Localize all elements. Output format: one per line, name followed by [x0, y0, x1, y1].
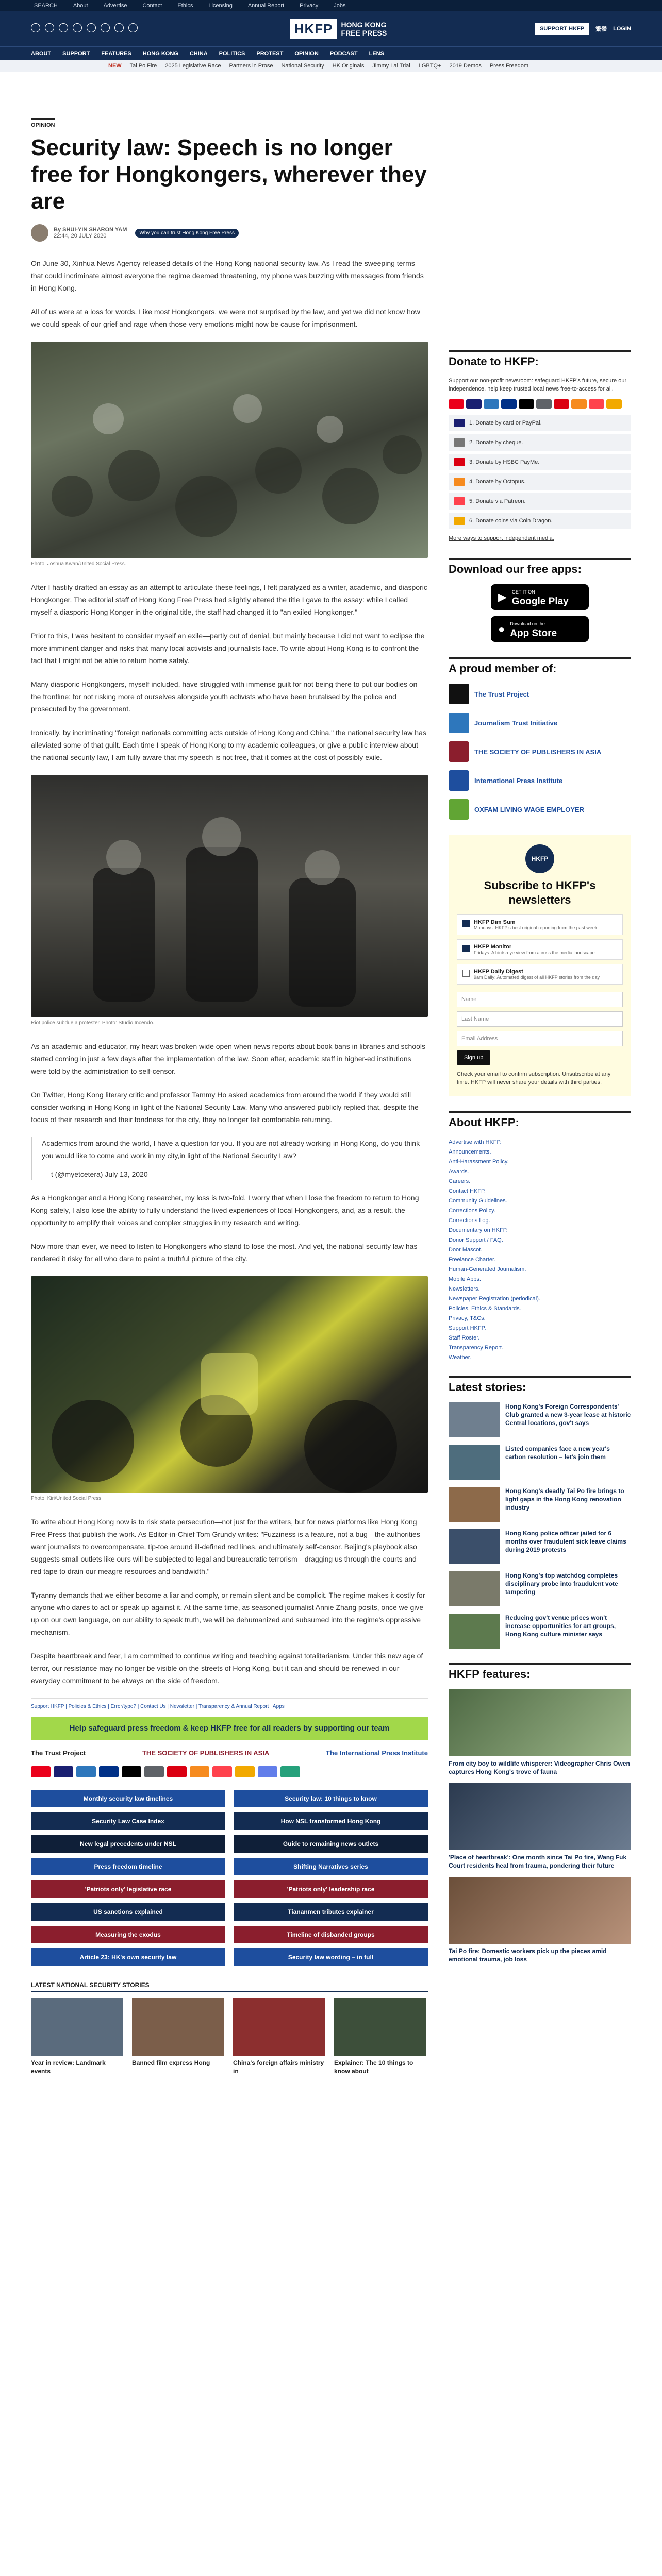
oxfam-logo	[449, 799, 469, 820]
explainer-link[interactable]: Shifting Narratives series	[234, 1858, 428, 1875]
coin-icon	[454, 517, 465, 525]
newsletter-option-text	[474, 944, 596, 955]
trending-link[interactable]: Partners in Prose	[229, 63, 273, 69]
trending-link[interactable]: HK Originals	[332, 63, 365, 69]
tweet-text: Academics from around the world, I have a question for you. If you are not already working in Hong Kong, do you think you would like to come and work in my city,in light of the National Security Law?	[42, 1139, 420, 1160]
top-link[interactable]: Advertise	[103, 3, 127, 9]
paragraph: Despite heartbreak and fear, I am committed to continue writing and teaching against totalitarianism. Under this new age of terror, our resistance may no longer be visible on the streets of Hong Kong, but it can and should be renewed in our everyday commitment to be always on the side of freedom.	[31, 1652, 423, 1685]
name-input[interactable]: Name	[457, 992, 623, 1007]
paragraph: Many diasporic Hongkongers, myself included, have struggled with immense guilt for not being there to put our bodies on the frontline: for not risking more of ourselves alongside youth activists who have been brutalised by the police and prosecuted by the government.	[31, 680, 418, 713]
latest-ns-stories	[31, 1998, 428, 2075]
newsletter-option-title: HKFP Daily Digest	[474, 969, 523, 975]
top-link[interactable]: Jobs	[334, 3, 346, 9]
member-logos	[31, 1749, 428, 1757]
member-label: International Press Institute	[474, 776, 563, 785]
story-card[interactable]	[233, 1998, 325, 2075]
octopus-icon	[454, 478, 465, 486]
paypal-icon[interactable]	[501, 399, 517, 409]
signup-button[interactable]: Sign up	[457, 1050, 490, 1065]
card-icon	[454, 419, 465, 427]
trust-button[interactable]: Why you can trust Hong Kong Free Press	[135, 229, 239, 238]
nav-features[interactable]: FEATURES	[101, 50, 131, 57]
about-link[interactable]: Awards.	[449, 1168, 469, 1175]
feature-title[interactable]: From city boy to wildlife whisperer: Videographer Chris Owen captures Hong Kong's trove of fauna	[449, 1760, 630, 1775]
protest-crowd-photo	[31, 342, 428, 558]
about-link[interactable]: Contact HKFP.	[449, 1188, 486, 1194]
story-thumbnail	[334, 1998, 426, 2056]
story-title[interactable]: Hong Kong's top watchdog completes disciplinary probe into fraudulent vote tampering	[505, 1572, 618, 1596]
night-illustration	[31, 1276, 428, 1493]
google-pay-icon[interactable]	[144, 1766, 164, 1777]
newsletter-option[interactable]	[457, 939, 623, 960]
story-thumbnail	[449, 1445, 500, 1480]
amex-icon[interactable]	[484, 399, 499, 409]
about-link[interactable]: Donor Support / FAQ.	[449, 1237, 503, 1243]
about-link[interactable]: Support HKFP.	[449, 1325, 486, 1331]
explainer-link[interactable]: Timeline of disbanded groups	[234, 1926, 428, 1943]
bluesky-icon[interactable]	[128, 23, 138, 32]
explainer-link[interactable]: Security Law Case Index	[31, 1812, 225, 1830]
linkedin-icon[interactable]	[87, 23, 96, 32]
ipi-logo	[449, 770, 469, 791]
youtube-icon[interactable]	[101, 23, 110, 32]
paragraph: As an academic and educator, my heart was broken wide open when news reports about book bans in libraries and schools started coming in just a few days after the implementation of the law. Soon after, academic staff in higher-ed institutions were told by the administration to self-censor.	[31, 1042, 426, 1075]
about-link[interactable]: Newspaper Registration (periodical).	[449, 1296, 540, 1302]
feature-thumbnail	[449, 1877, 631, 1944]
donate-option-label: 6. Donate coins via Coin Dragon.	[469, 518, 553, 524]
about-link[interactable]: Freelance Charter.	[449, 1257, 496, 1263]
about-link[interactable]: Human-Generated Journalism.	[449, 1266, 526, 1273]
explainer-link[interactable]: Article 23: HK's own security law	[31, 1948, 225, 1966]
threads-icon[interactable]	[73, 23, 82, 32]
google-play-line-2: Google Play	[511, 596, 569, 607]
paragraph: As a Hongkonger and a Hong Kong researcher, my loss is two-fold. I worry that when I lose the freedom to return to Hong Kong safely, I also lose the ability to fully understand the lived experiences of local Hongkongers, and, as a result, the opportunity to amplify their voices and complex struggles in my research and writing.	[31, 1194, 419, 1227]
paragraph: After I hastily drafted an essay as an attempt to articulate these feelings, I felt paralyzed as a writer, academic, and diasporic Hongkonger. The editorial staff of Hong Kong Free Press had slightly altered the title I gave to the essay: while I called myself a diasporic Hong Konger in the original title, the staff had changed it to "an exiled Hongkonger."	[31, 583, 427, 616]
trust-project-logo[interactable]: The Trust Project	[31, 1749, 86, 1757]
latest-ns-title: LATEST NATIONAL SECURITY STORIES	[31, 1981, 428, 1992]
story-thumbnail	[449, 1571, 500, 1606]
newsletter-option[interactable]	[457, 914, 623, 935]
photo-caption: Riot police subdue a protester. Photo: Studio Incendo.	[31, 1020, 155, 1026]
newsletter-title: Subscribe to HKFP's newsletters	[484, 879, 596, 906]
patreon-icon[interactable]	[212, 1766, 232, 1777]
donate-option[interactable]	[449, 434, 631, 451]
donate-option-label: 4. Donate by Octopus.	[469, 479, 526, 485]
amex-icon[interactable]	[76, 1766, 96, 1777]
newsletter-option-title: HKFP Dim Sum	[474, 919, 516, 925]
explainer-link[interactable]: How NSL transformed Hong Kong	[234, 1812, 428, 1830]
riot-police-photo	[31, 775, 428, 1017]
explainer-link[interactable]: Measuring the exodus	[31, 1926, 225, 1943]
about-link[interactable]: Anti-Harassment Policy.	[449, 1159, 509, 1165]
feature-title[interactable]: Tai Po fire: Domestic workers pick up the pieces amid emotional trauma, job loss	[449, 1947, 607, 1963]
tweet-attribution[interactable]: — t (@myetcetera) July 13, 2020	[42, 1170, 148, 1178]
logo-line-1: HONG KONG	[341, 21, 387, 29]
paragraph: On June 30, Xinhua News Agency released details of the Hong Kong national security law. As I read the sweeping terms that could incriminate almost everyone the regime deemed threatening, my phone was buzzing with messages from friends in Hong Kong.	[31, 259, 424, 292]
donate-option[interactable]	[449, 513, 631, 529]
payme-icon[interactable]	[167, 1766, 187, 1777]
latest-story[interactable]	[449, 1571, 631, 1606]
patreon-icon[interactable]	[589, 399, 604, 409]
story-thumbnail	[449, 1402, 500, 1437]
telegram-icon[interactable]	[114, 23, 124, 32]
paragraph: Now more than ever, we need to listen to Hongkongers who stand to lose the most. And yet, the national security law has rendered it risky for all who dare to paint a truthful picture of the city.	[31, 1242, 418, 1263]
newsletter-option-text	[474, 919, 599, 930]
article-title: Security law: Speech is no longer free for Hongkongers, wherever they are	[31, 135, 427, 214]
newsletter-option-desc: 9am Daily: Automated digest of all HKFP stories from the day.	[474, 975, 601, 980]
new-badge: NEW	[108, 63, 122, 69]
nav-support[interactable]: SUPPORT	[62, 50, 90, 57]
trending-link[interactable]: Tai Po Fire	[129, 63, 157, 69]
paypal-icon[interactable]	[99, 1766, 119, 1777]
last-name-input[interactable]: Last Name	[457, 1011, 623, 1027]
story-title[interactable]: Reducing gov't venue prices won't increase opportunities for art groups, Hong Kong culture minister says	[505, 1614, 616, 1638]
octopus-icon[interactable]	[571, 399, 587, 409]
search-link[interactable]: SEARCH	[34, 3, 58, 9]
checkbox-unchecked[interactable]	[462, 970, 470, 977]
about-link[interactable]: Documentary on HKFP.	[449, 1227, 508, 1233]
story-thumbnail	[449, 1614, 500, 1649]
visa-icon[interactable]	[466, 399, 482, 409]
story-title[interactable]: Hong Kong police officer jailed for 6 months over fraudulent sick leave claims during 2019 protests	[505, 1530, 626, 1553]
top-link[interactable]: Contact	[142, 3, 162, 9]
trending-link[interactable]: National Security	[281, 63, 324, 69]
explainer-link[interactable]: Guide to remaining news outlets	[234, 1835, 428, 1853]
explainer-link[interactable]: Security law wording – in full	[234, 1948, 428, 1966]
mastercard-icon[interactable]	[449, 399, 464, 409]
trending-link[interactable]: Jimmy Lai Trial	[372, 63, 410, 69]
member-oxfam[interactable]	[449, 799, 631, 820]
article-kicker[interactable]: OPINION	[31, 118, 55, 128]
social-icons	[31, 23, 142, 35]
google-play-text	[512, 587, 569, 607]
donate-option[interactable]	[449, 415, 631, 431]
x-icon[interactable]	[45, 23, 54, 32]
member-label: The Trust Project	[474, 690, 529, 698]
jti-logo	[449, 713, 469, 733]
header-actions	[535, 23, 631, 35]
sopa-logo[interactable]: THE SOCIETY OF PUBLISHERS IN ASIA	[142, 1749, 270, 1757]
photo-caption: Photo: Kiri/United Social Press.	[31, 1496, 103, 1501]
explainer-link[interactable]: US sanctions explained	[31, 1903, 225, 1921]
logo-text	[341, 21, 387, 37]
newsletter-option-desc: Fridays: A birds-eye view from across the media landscape.	[474, 950, 597, 955]
sidebar	[449, 350, 631, 1971]
story-thumbnail	[233, 1998, 325, 2056]
top-link[interactable]: Ethics	[177, 3, 193, 9]
site-header	[0, 11, 662, 46]
top-link[interactable]: Licensing	[208, 3, 233, 9]
explainer-grid	[31, 1790, 428, 1966]
about-link[interactable]: Advertise with HKFP.	[449, 1139, 502, 1145]
mastercard-icon[interactable]	[31, 1766, 51, 1777]
about-links	[449, 1138, 631, 1363]
google-pay-icon[interactable]	[536, 399, 552, 409]
cheque-icon	[454, 438, 465, 447]
article	[31, 118, 428, 2075]
story-title[interactable]: Explainer: The 10 things to know about	[334, 2059, 413, 2075]
explainer-link[interactable]: 'Patriots only' leadership race	[234, 1880, 428, 1898]
about-link[interactable]: Newsletters.	[449, 1286, 480, 1292]
latest-story[interactable]	[449, 1402, 631, 1437]
about-link[interactable]: Mobile Apps.	[449, 1276, 481, 1282]
riot-illustration	[31, 775, 428, 1017]
feature-title[interactable]: 'Place of heartbreak': One month since Tai Po fire, Wang Fuk Court residents heal from trauma, pondering their future	[449, 1854, 627, 1869]
features-title: HKFP features:	[449, 1663, 631, 1681]
top-strip	[0, 0, 662, 11]
language-toggle[interactable]: 繁體	[595, 26, 607, 32]
payment-logos	[31, 1766, 428, 1777]
payme-icon[interactable]	[554, 399, 569, 409]
story-title[interactable]: Banned film express Hong	[132, 2059, 210, 2066]
newsletter-option[interactable]	[457, 964, 623, 985]
trending-link[interactable]: LGBTQ+	[418, 63, 441, 69]
byline	[31, 224, 428, 242]
story-card[interactable]	[132, 1998, 224, 2075]
about-link[interactable]: Corrections Policy.	[449, 1208, 495, 1214]
apple-icon: ●	[498, 622, 505, 635]
member-title: A proud member of:	[449, 657, 631, 675]
about-link[interactable]: Careers.	[449, 1178, 471, 1184]
site-logo[interactable]	[290, 19, 387, 39]
member-label: THE SOCIETY OF PUBLISHERS IN ASIA	[474, 748, 602, 756]
member-sopa[interactable]	[449, 741, 631, 762]
explainer-link[interactable]: Security law: 10 things to know	[234, 1790, 428, 1807]
app-store-text	[510, 619, 557, 639]
newsletter-option-title: HKFP Monitor	[474, 944, 512, 950]
about-link[interactable]: Corrections Log.	[449, 1217, 490, 1224]
ethereum-icon[interactable]	[258, 1766, 277, 1777]
latest-story[interactable]	[449, 1445, 631, 1480]
octopus-icon[interactable]	[190, 1766, 209, 1777]
member-jti[interactable]	[449, 713, 631, 733]
explainer-link[interactable]: Tiananmen tributes explainer	[234, 1903, 428, 1921]
explainer-link[interactable]: Monthly security law timelines	[31, 1790, 225, 1807]
paragraph: Ironically, by incriminating "foreign nationals committing acts outside of Hong Kong and China," the national security law has alleviated some of that guilt. Each time I speak of Hong Kong to my academic colleagues, or give a public interview about the national security law, I am fully aware that my speech is not free, that it comes at the cost of possibly exile.	[31, 728, 426, 761]
checkbox-checked[interactable]	[462, 920, 470, 927]
trending-bar	[0, 60, 662, 72]
donate-option[interactable]	[449, 473, 631, 490]
protest-night-photo	[31, 1276, 428, 1493]
apps-title: Download our free apps:	[449, 558, 631, 576]
payme-icon	[454, 458, 465, 466]
google-play-line-1: GET IT ON	[511, 589, 535, 595]
nav-hong-kong[interactable]: HONG KONG	[142, 50, 178, 57]
donate-option[interactable]	[449, 454, 631, 470]
about-link[interactable]: Weather.	[449, 1354, 471, 1361]
nav-about[interactable]: ABOUT	[31, 50, 52, 57]
about-link[interactable]: Staff Roster.	[449, 1335, 480, 1341]
about-link[interactable]: Door Mascot.	[449, 1247, 483, 1253]
feature-card[interactable]	[449, 1877, 631, 1963]
paragraph: On Twitter, Hong Kong literary critic and professor Tammy Ho asked academics from around the world if they would still consider working in Hong Kong in light of the National Security Law. Many who answered publicly replied that, despite the focus of their research and their fondness for the city, they no longer felt comfortable returning.	[31, 1091, 419, 1124]
sopa-logo	[449, 741, 469, 762]
newsletter-box	[449, 835, 631, 1096]
login-link[interactable]: LOGIN	[613, 26, 631, 32]
explainer-link[interactable]: 'Patriots only' legislative race	[31, 1880, 225, 1898]
paragraph: Prior to this, I was hesitant to consider myself an exile—partly out of denial, but mainly because I did not want to eclipse the more imminent danger and risks that many local activists and journalists face. To write about Hong Kong is to confront the fact that I might not be able to return home safely.	[31, 632, 425, 665]
nav-podcast[interactable]: PODCAST	[329, 50, 358, 57]
feature-card[interactable]	[449, 1689, 631, 1776]
story-card[interactable]	[31, 1998, 123, 2075]
donate-text: Support our non-profit newsroom: safeguard HKFP's future, secure our independence, help keep trusted local news free-to-access for all.	[449, 378, 627, 392]
support-cta-banner[interactable]: Help safeguard press freedom & keep HKFP free for all readers by supporting our team	[31, 1717, 428, 1740]
member-label: Journalism Trust Initiative	[474, 719, 558, 727]
nav-lens[interactable]: LENS	[369, 50, 384, 57]
patreon-icon	[454, 497, 465, 505]
latest-story[interactable]	[449, 1614, 631, 1649]
top-link[interactable]: Privacy	[300, 3, 319, 9]
trending-link[interactable]: 2025 Legislative Race	[165, 63, 221, 69]
article-footer-links[interactable]: Support HKFP | Policies & Ethics | Error/typo? | Contact Us | Newsletter | Transparency & Annual Report | Apps	[31, 1698, 428, 1709]
donate-title: Donate to HKFP:	[449, 350, 631, 368]
paragraph: Tyranny demands that we either become a liar and comply, or remain silent and be complicit. The regime makes it costly for anyone who dares to act or speak up against it. At the same time, as seasoned journalist Annie Zhang posits, once we give up on our own language, on our ability to speak truth, we will be dehumanized and subsumed into the regime's oppressive mechanism.	[31, 1591, 425, 1636]
checkbox-checked[interactable]	[462, 945, 470, 952]
apple-pay-icon[interactable]	[519, 399, 534, 409]
story-card[interactable]	[334, 1998, 426, 2075]
donate-option-label: 2. Donate by cheque.	[469, 439, 523, 446]
author-avatar	[31, 224, 48, 242]
member-trust-project[interactable]	[449, 684, 631, 704]
email-input[interactable]: Email Address	[457, 1031, 623, 1046]
top-link[interactable]: About	[73, 3, 88, 9]
about-link[interactable]: Policies, Ethics & Standards.	[449, 1306, 521, 1312]
about-link[interactable]: Community Guidelines.	[449, 1198, 507, 1204]
feature-thumbnail	[449, 1783, 631, 1850]
about-link[interactable]: Transparency Report.	[449, 1345, 503, 1351]
google-play-button[interactable]	[491, 584, 589, 610]
author-name[interactable]: By SHUI-YIN SHARON YAM	[54, 227, 127, 233]
play-icon: ▶	[498, 590, 507, 603]
about-link[interactable]: Privacy, T&Cs.	[449, 1315, 486, 1321]
visa-icon[interactable]	[54, 1766, 73, 1777]
donate-option-label: 3. Donate by HSBC PayMe.	[469, 459, 540, 465]
trust-project-logo	[449, 684, 469, 704]
story-title[interactable]: Hong Kong's Foreign Correspondents' Club granted a new 3-year lease at historic Central locations, gov't says	[505, 1403, 631, 1427]
newsletter-option-desc: Mondays: HKFP's best original reporting from the past week.	[474, 925, 599, 930]
main-nav	[0, 46, 662, 60]
newsletter-logo: HKFP	[525, 844, 554, 873]
logo-mark: HKFP	[290, 19, 337, 39]
explainer-link[interactable]: Press freedom timeline	[31, 1858, 225, 1875]
paragraph: To write about Hong Kong now is to risk state persecution—not just for the writers, but for news platforms like Hong Kong Free Press that publish the work. As Editor-in-Chief Tom Grundy writes: "Fuzziness is a feature, not a bug—the authorities want journalists to overcompensate, tip-toe around ill-defined red lines, and ultimately self-censor. Beijing's playbook also suggests small outlets like ours will be subjected to legal and bureaucratic terrorism—dragging us through the courts and red tape to drain our meagre resources and bandwidth."	[31, 1518, 420, 1575]
support-button[interactable]: SUPPORT HKFP	[535, 23, 589, 35]
ipi-logo[interactable]: The International Press Institute	[326, 1749, 428, 1757]
about-title: About HKFP:	[449, 1111, 631, 1129]
donate-option[interactable]	[449, 493, 631, 510]
app-store-line-1: Download on the	[510, 621, 545, 626]
story-title[interactable]: Year in review: Landmark events	[31, 2059, 106, 2075]
logo-line-2: FREE PRESS	[341, 29, 387, 37]
member-label: OXFAM LIVING WAGE EMPLOYER	[474, 805, 585, 814]
donate-option-label: 1. Donate by card or PayPal.	[469, 420, 542, 426]
explainer-link[interactable]: New legal precedents under NSL	[31, 1835, 225, 1853]
story-thumbnail	[449, 1487, 500, 1522]
app-store-button[interactable]	[491, 616, 589, 642]
story-thumbnail	[449, 1529, 500, 1564]
facebook-icon[interactable]	[31, 23, 40, 32]
instagram-icon[interactable]	[59, 23, 68, 32]
bitcoin-icon[interactable]	[606, 399, 622, 409]
embedded-tweet	[31, 1137, 428, 1180]
publish-date: 22:44, 20 JULY 2020	[54, 233, 107, 239]
crowd-illustration	[31, 342, 428, 558]
trending-link[interactable]: Press Freedom	[489, 63, 529, 69]
donate-option-label: 5. Donate via Patreon.	[469, 498, 526, 504]
photo-caption: Photo: Joshua Kwan/United Social Press.	[31, 561, 126, 567]
feature-thumbnail	[449, 1689, 631, 1756]
latest-story[interactable]	[449, 1487, 631, 1522]
story-title[interactable]: China's foreign affairs ministry in	[233, 2059, 324, 2075]
nav-protest[interactable]: PROTEST	[256, 50, 284, 57]
nav-opinion[interactable]: OPINION	[294, 50, 319, 57]
tether-icon[interactable]	[280, 1766, 300, 1777]
bitcoin-icon[interactable]	[235, 1766, 255, 1777]
nav-politics[interactable]: POLITICS	[219, 50, 245, 57]
more-support-link[interactable]: More ways to support independent media.	[449, 535, 554, 541]
story-thumbnail	[132, 1998, 224, 2056]
paragraph: All of us were at a loss for words. Like most Hongkongers, we were not surprised by the law, and yet we did not know how we could speak of our grief and rage when those very emotions might now be cause for imprisonment.	[31, 308, 420, 328]
app-store-line-2: App Store	[510, 628, 557, 639]
apple-pay-icon[interactable]	[122, 1766, 141, 1777]
author-date	[54, 227, 127, 239]
latest-stories-title: Latest stories:	[449, 1376, 631, 1394]
story-title[interactable]: Listed companies face a new year's carbon resolution – let's join them	[505, 1445, 610, 1461]
feature-card[interactable]	[449, 1783, 631, 1870]
latest-story[interactable]	[449, 1529, 631, 1564]
member-ipi[interactable]	[449, 770, 631, 791]
about-link[interactable]: Announcements.	[449, 1149, 491, 1155]
sidebar-payment-logos	[449, 399, 631, 409]
story-title[interactable]: Hong Kong's deadly Tai Po fire brings to light gaps in the Hong Kong renovation industry	[505, 1487, 624, 1511]
newsletter-note: Check your email to confirm subscription. Unsubscribe at any time. HKFP will never share your details with third parties.	[457, 1071, 611, 1086]
newsletter-option-text	[474, 969, 601, 980]
trending-link[interactable]: 2019 Demos	[449, 63, 482, 69]
top-link[interactable]: Annual Report	[247, 3, 285, 9]
nav-china[interactable]: CHINA	[189, 50, 208, 57]
story-thumbnail	[31, 1998, 123, 2056]
